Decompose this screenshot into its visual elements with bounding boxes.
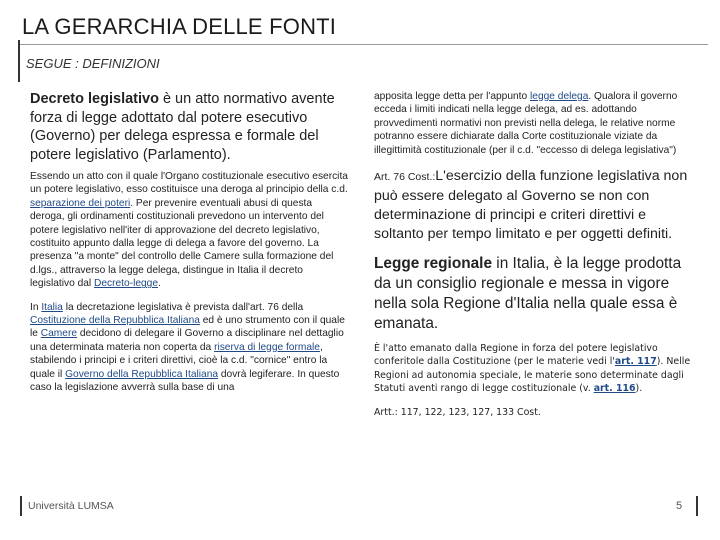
text-segment: ).	[635, 383, 643, 395]
text-segment: È l'atto emanato dalla Regione in forza del potere legislativo conferitole dalla Costituzione (per le materie vedi l'	[374, 343, 658, 368]
left-column	[30, 90, 348, 405]
text-segment: , stabilendo i principi e i criteri direttivi, cioè la c.d. "cornice" entro la quale il	[30, 341, 328, 380]
subtitle-accent-bar	[18, 40, 20, 82]
art-76-text: L'esercizio della funzione legislativa non può essere delegato al Governo se non con determinazione di principi e criteri direttivi e soltanto per tempo limitato e per oggetti definiti.	[374, 168, 688, 243]
text-segment: ed è uno strumento con il quale le	[30, 315, 345, 340]
text-segment: apposita legge detta per l'appunto	[374, 91, 531, 102]
link-separazione-dei-poteri[interactable]: separazione dei poteri	[30, 197, 131, 209]
text-segment: .	[158, 278, 161, 290]
articles-reference: Artt.: 117, 122, 123, 127, 133 Cost.	[374, 406, 541, 418]
term-decreto-legislativo: Decreto legislativo	[30, 91, 159, 107]
paragraph-regione	[374, 342, 696, 396]
title-divider	[18, 44, 708, 45]
paragraph-legge-delega	[374, 90, 696, 157]
definition-text: in Italia, è la legge prodotta da un consiglio regionale e messa in vigore nella sola Regione d'Italia nella quale essa è emanata.	[374, 255, 682, 333]
link-decreto-legge[interactable]: Decreto-legge	[94, 278, 158, 290]
term-legge-regionale: Legge regionale	[374, 255, 493, 273]
paragraph-separazione	[30, 170, 348, 291]
decreto-legislativo-definition	[30, 90, 348, 164]
link-italia[interactable]: Italia	[41, 301, 63, 313]
text-segment: Essendo un atto con il quale l'Organo costituzionale esecutivo esercita un potere legislativo, esso costituisce una deroga al principio della c.d.	[30, 171, 348, 196]
text-segment: decidono di delegare il Governo a disciplinare nel dettaglio una determinata materia non coperta da	[30, 328, 344, 353]
slide-title: LA GERARCHIA DELLE FONTI	[22, 14, 337, 39]
text-segment: . Per prevenire eventuali abusi di questa deroga, gli ordinamenti costituzionali prevedono un intervento del potere legislativo nell'iter di approvazione del decreto legislativo, costituito appunto dalla legge di delega a favore del governo. La presenza "a monte" del controllo delle Camere sulla formazione del d.lgs., attraverso la legge delega, distingue in Italia il decreto legislativo dal	[30, 197, 334, 290]
link-art-117[interactable]: art. 117	[614, 356, 657, 368]
text-segment: . Qualora il governo ecceda i limiti indicati nella legge delega, ad es. adottando provvedimenti normativi non previsti nella delega, le relative norme potranno essere dichiarate dalla Corte costituzionale viziate da illegittimità costituzionale (per il c.d. "eccesso di delega legislativa")	[374, 91, 678, 156]
footer-accent-bar-right	[696, 496, 698, 516]
art-76-label: Art. 76 Cost.:	[374, 171, 436, 184]
link-legge-delega[interactable]: legge delega	[530, 91, 589, 102]
legge-regionale-definition	[374, 254, 696, 334]
text-segment: dovrà legiferare. In questo caso la legislazione avverrà sulla base di una	[30, 368, 340, 394]
text-segment: ). Nelle Regioni ad autonomia speciale, le materie sono determinate dagli Statuti aventi rango di legge costituzionale (v.	[374, 356, 691, 395]
link-camere[interactable]: Camere	[40, 328, 77, 340]
footer-accent-bar	[20, 496, 22, 516]
paragraph-italia	[30, 301, 348, 395]
text-segment: In	[30, 301, 42, 313]
text-segment: la decretazione legislativa è prevista dall'art. 76 della	[62, 301, 304, 313]
definition-text: è un atto normativo avente forza di legge adottato dal potere esecutivo (Governo) per delega espressa e formale del potere legislativo (Parlamento).	[30, 91, 335, 163]
footer-university: Università LUMSA	[28, 500, 114, 512]
paragraph-art-76	[374, 167, 696, 244]
link-governo[interactable]: Governo della Repubblica Italiana	[65, 368, 219, 380]
slide-subtitle: SEGUE : DEFINIZIONI	[26, 56, 160, 71]
link-costituzione[interactable]: Costituzione della Repubblica Italiana	[30, 315, 200, 327]
right-column	[374, 90, 696, 429]
page-number: 5	[676, 500, 683, 512]
link-art-116[interactable]: art. 116	[593, 383, 636, 395]
link-riserva-di-legge[interactable]: riserva di legge formale	[214, 341, 320, 353]
